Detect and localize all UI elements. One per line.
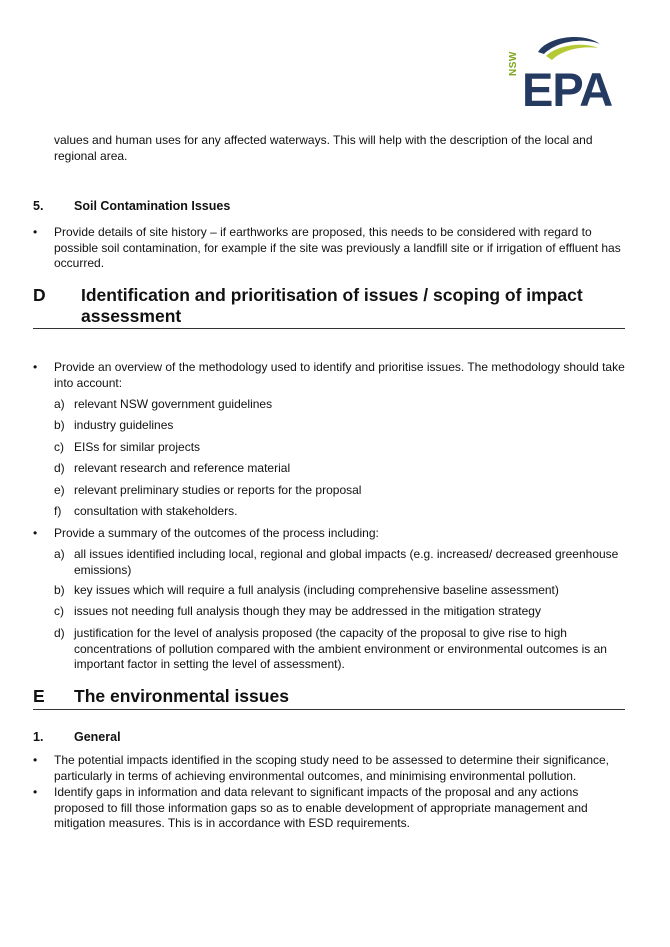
list-text: relevant research and reference material <box>74 461 291 475</box>
list-text: consultation with stakeholders. <box>74 504 238 518</box>
subheading-title: General <box>74 730 121 744</box>
list-marker: b) <box>54 583 65 597</box>
section-e-divider <box>33 709 625 710</box>
list-text: relevant NSW government guidelines <box>74 397 273 411</box>
section-letter: D <box>33 285 46 305</box>
section-title: Identification and prioritisation of issues / scoping of impact assessment <box>81 285 583 326</box>
list-marker: c) <box>54 440 64 454</box>
subheading-title: Soil Contamination Issues <box>74 199 231 213</box>
bullet-text: The potential impacts identified in the scoping study need to be assessed to determine their significance, particularly in terms of achieving environmental outcomes, and minimising environmental pollution. <box>54 753 609 783</box>
bullet-icon: • <box>33 526 38 540</box>
list-marker: a) <box>54 547 65 561</box>
bullet-icon: • <box>33 753 38 767</box>
nsw-epa-logo <box>502 34 628 114</box>
bullet-icon: • <box>33 785 38 799</box>
bullet-text: Provide details of site history – if earthworks are proposed, this needs to be considered with regard to possible soil contamination, for example if the site was previously a landfill site or if irrigation of effluent has occurred. <box>54 225 621 270</box>
bullet-icon: • <box>33 360 38 374</box>
intro-paragraph: values and human uses for any affected waterways. This will help with the description of the local and regional area. <box>54 133 593 163</box>
bullet-text: Identify gaps in information and data relevant to significant impacts of the proposal and any actions proposed to fill those information gaps so as to enable development of appropriate management and mitigation measures. This is in accordance with ESD requirements. <box>54 785 588 830</box>
list-text: all issues identified including local, regional and global impacts (e.g. increased/ decreased greenhouse emissions) <box>74 547 619 577</box>
subheading-number: 1. <box>33 730 44 744</box>
list-marker: b) <box>54 418 65 432</box>
logo-swoosh-icon <box>534 34 604 64</box>
list-text: EISs for similar projects <box>74 440 201 454</box>
list-text: key issues which will require a full analysis (including comprehensive baseline assessment) <box>74 583 559 597</box>
list-text: justification for the level of analysis proposed (the capacity of the proposal to give rise to high concentrations of pollution compared with the ambient environment or environmental outcomes is an important factor in setting the level of assessment). <box>74 626 607 671</box>
subheading-number: 5. <box>33 199 44 213</box>
logo-epa-text: EPA <box>522 63 613 116</box>
list-marker: d) <box>54 461 65 475</box>
bullet-icon: • <box>33 225 38 239</box>
section-d-divider <box>33 328 625 329</box>
section-title: The environmental issues <box>74 686 289 706</box>
list-marker: c) <box>54 604 64 618</box>
bullet-text: Provide a summary of the outcomes of the process including: <box>54 526 379 540</box>
list-text: industry guidelines <box>74 418 174 432</box>
list-marker: d) <box>54 626 65 640</box>
logo-nsw-text: NSW <box>508 51 519 76</box>
list-text: relevant preliminary studies or reports for the proposal <box>74 483 362 497</box>
list-text: issues not needing full analysis though they may be addressed in the mitigation strategy <box>74 604 541 618</box>
list-marker: e) <box>54 483 65 497</box>
list-marker: a) <box>54 397 65 411</box>
list-marker: f) <box>54 504 62 518</box>
section-letter: E <box>33 686 45 706</box>
bullet-text: Provide an overview of the methodology used to identify and prioritise issues. The methodology should take into account: <box>54 360 625 390</box>
